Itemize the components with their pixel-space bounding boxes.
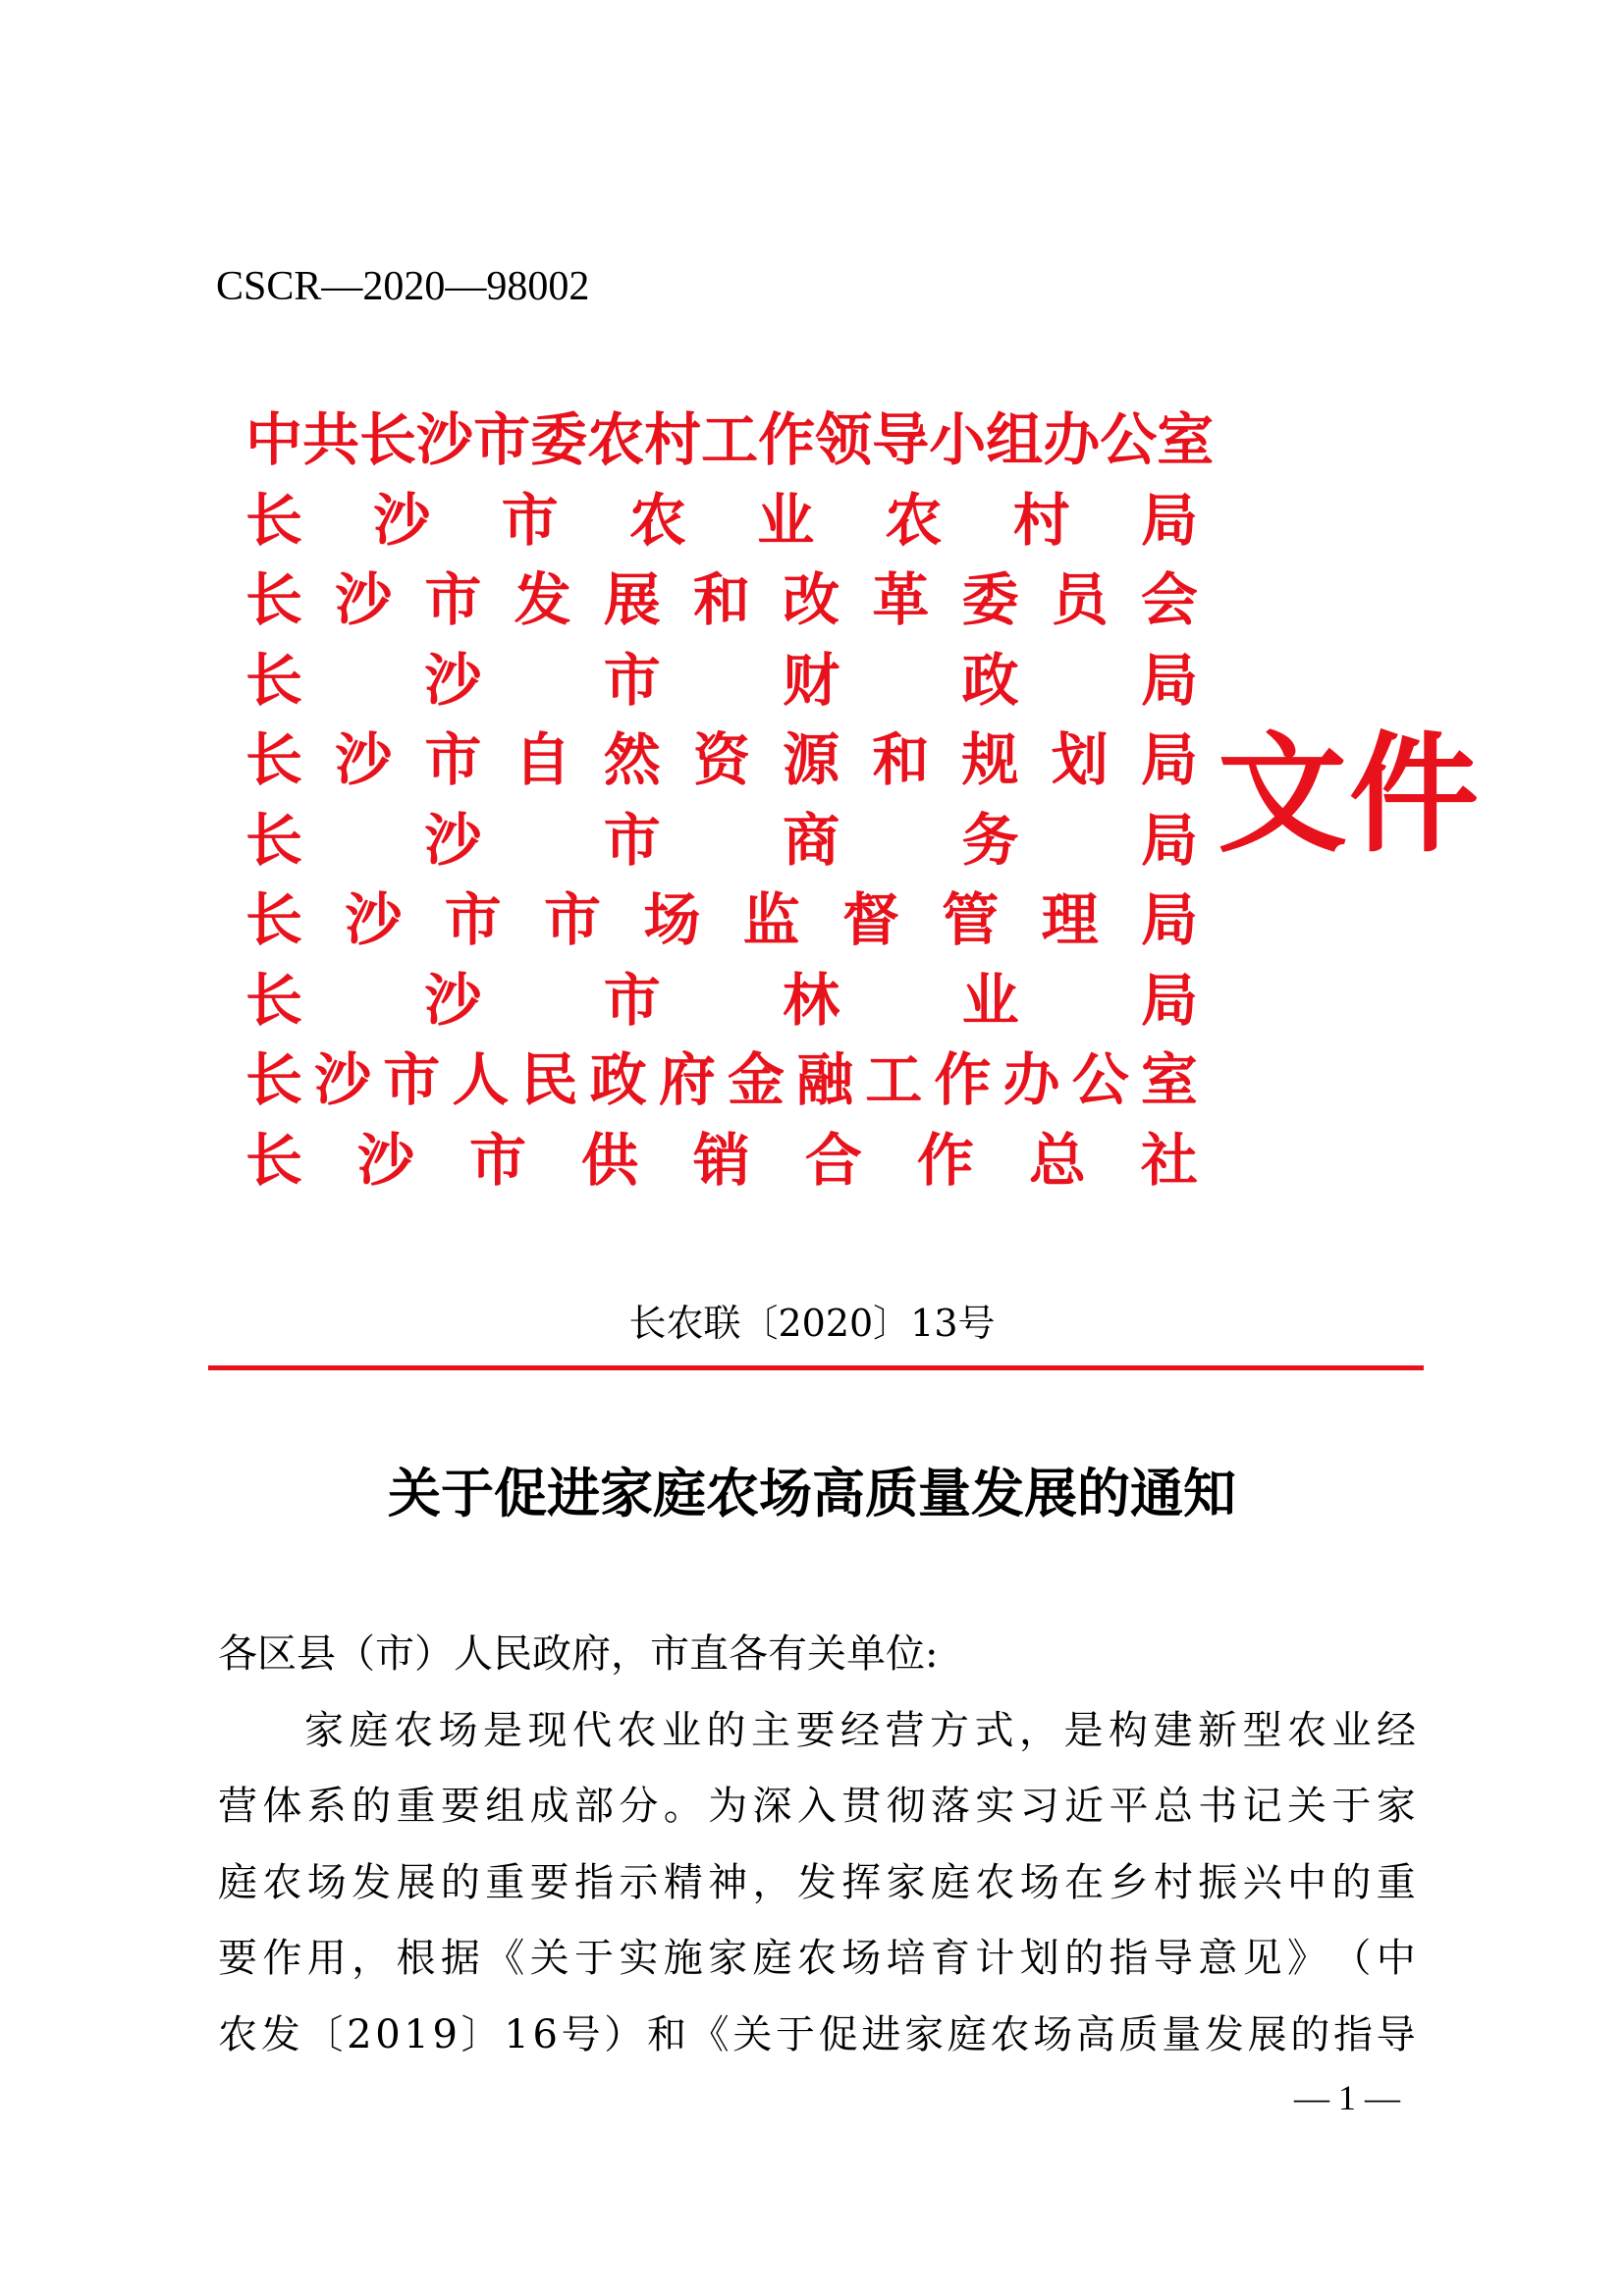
issuer-char: 革 bbox=[872, 566, 930, 633]
body-char: 书 bbox=[1198, 1784, 1238, 1829]
issuer-char: 业 bbox=[757, 486, 815, 554]
issuer-char: 办 bbox=[1043, 406, 1101, 473]
body-char: 挥 bbox=[841, 1859, 882, 1905]
body-char: 农 bbox=[1287, 1707, 1326, 1753]
issuer-row bbox=[245, 801, 1198, 881]
body-char: 方 bbox=[930, 1707, 969, 1753]
body-line bbox=[218, 1845, 1416, 1922]
issuer-char: 市 bbox=[501, 486, 559, 554]
body-char: 的 bbox=[1290, 2011, 1330, 2057]
body-char: 村 bbox=[1153, 1859, 1193, 1905]
issuer-row bbox=[245, 1121, 1198, 1201]
issuer-char: 委 bbox=[530, 406, 588, 473]
body-char: 习 bbox=[1019, 1784, 1059, 1829]
body-char: 落 bbox=[931, 1784, 970, 1829]
issuer-char: 林 bbox=[783, 966, 840, 1034]
issuer-char: 民 bbox=[520, 1046, 578, 1113]
body-char: 平 bbox=[1109, 1784, 1149, 1829]
body-char: 业 bbox=[1331, 1707, 1372, 1753]
body-char: 作 bbox=[262, 1936, 302, 1981]
issuer-char: 组 bbox=[986, 406, 1044, 473]
body-char: 式 bbox=[974, 1707, 1014, 1753]
issuer-char: 务 bbox=[961, 806, 1019, 874]
body-char: 指 bbox=[1109, 1936, 1149, 1981]
body-char: 展 bbox=[1247, 2011, 1287, 2057]
body-char: 彻 bbox=[886, 1784, 926, 1829]
body-char: 根 bbox=[396, 1936, 436, 1981]
body-char: 实 bbox=[619, 1936, 659, 1981]
body-char: 意 bbox=[1198, 1936, 1238, 1981]
document-code: CSCR—2020—98002 bbox=[216, 264, 590, 309]
body-char: 主 bbox=[751, 1707, 790, 1753]
issuer-char: 督 bbox=[841, 886, 899, 953]
body-char: 关 bbox=[1287, 1784, 1326, 1829]
issuer-char: 共 bbox=[302, 406, 360, 473]
issuer-char: 市 bbox=[473, 406, 531, 473]
body-char: 指 bbox=[574, 1859, 614, 1905]
body-char: ， bbox=[1019, 1707, 1058, 1753]
body-char: 重 bbox=[396, 1784, 436, 1829]
issuer-char: 沙 bbox=[335, 726, 393, 793]
body-char: 质 bbox=[1118, 2011, 1159, 2057]
issuer-char: 长 bbox=[245, 486, 303, 554]
issuer-char: 沙 bbox=[335, 566, 393, 633]
issuer-char: 长 bbox=[359, 406, 417, 473]
body-char: 农 bbox=[218, 2011, 257, 2057]
issuer-char: 长 bbox=[245, 726, 303, 793]
issuer-char: 理 bbox=[1041, 886, 1099, 953]
body-char: 是 bbox=[1063, 1707, 1104, 1753]
body-char: 号 bbox=[561, 2011, 601, 2057]
issuer-char: 金 bbox=[727, 1046, 785, 1113]
body-char: 乡 bbox=[1109, 1859, 1149, 1905]
issuer-char: 府 bbox=[658, 1046, 716, 1113]
issuer-char: 市 bbox=[468, 1126, 526, 1194]
body-char: 施 bbox=[663, 1936, 703, 1981]
body-char: 成 bbox=[529, 1784, 569, 1829]
body-line bbox=[218, 1693, 1416, 1770]
body-char: 贯 bbox=[841, 1784, 882, 1829]
body-char: 代 bbox=[572, 1707, 612, 1753]
issuer-row bbox=[245, 961, 1198, 1041]
issuer-char: 沙 bbox=[314, 1046, 372, 1113]
body-line bbox=[218, 1998, 1416, 2074]
body-char: 农 bbox=[796, 1936, 837, 1981]
body-char: 于 bbox=[1331, 1784, 1372, 1829]
red-divider-line bbox=[208, 1365, 1424, 1370]
issuer-char: 工 bbox=[865, 1046, 923, 1113]
issuer-char: 市 bbox=[543, 886, 601, 953]
page-number: — 1 — bbox=[1294, 2078, 1400, 2117]
issuer-char: 市 bbox=[603, 806, 661, 874]
issuer-char: 员 bbox=[1051, 566, 1109, 633]
body-char: 构 bbox=[1109, 1707, 1148, 1753]
issuer-char: 市 bbox=[424, 726, 482, 793]
body-char: 的 bbox=[1331, 1859, 1372, 1905]
body-char: ， bbox=[352, 1936, 392, 1981]
issuer-char: 沙 bbox=[356, 1126, 414, 1194]
salutation-line: 各区县（市）人民政府，市直各有关单位: bbox=[218, 1631, 939, 1677]
issuer-char: 长 bbox=[245, 1046, 303, 1113]
body-char: 农 bbox=[617, 1707, 657, 1753]
issuer-char: 场 bbox=[643, 886, 701, 953]
body-char: 2 bbox=[347, 2011, 372, 2057]
issuer-char: 自 bbox=[514, 726, 571, 793]
body-char: 的 bbox=[440, 1859, 480, 1905]
issuer-char: 长 bbox=[245, 806, 303, 874]
issuer-char: 市 bbox=[603, 646, 661, 714]
body-char: ） bbox=[604, 2011, 644, 2057]
issuer-char: 社 bbox=[1140, 1126, 1198, 1194]
document-number: 长农联〔2020〕13号 bbox=[628, 1302, 996, 1345]
body-char: 庭 bbox=[349, 1707, 389, 1753]
body-char: 现 bbox=[527, 1707, 568, 1753]
issuer-char: 监 bbox=[742, 886, 800, 953]
issuer-char: 管 bbox=[942, 886, 1000, 953]
issuer-char: 长 bbox=[245, 1126, 303, 1194]
issuer-char: 小 bbox=[929, 406, 987, 473]
body-char: 农 bbox=[262, 1859, 302, 1905]
issuer-row bbox=[245, 721, 1198, 801]
issuing-agencies-block bbox=[245, 400, 1215, 1201]
body-char: 场 bbox=[1019, 1859, 1059, 1905]
issuer-char: 政 bbox=[589, 1046, 647, 1113]
body-char: 计 bbox=[975, 1936, 1015, 1981]
issuer-char: 村 bbox=[644, 406, 702, 473]
body-char: 经 bbox=[840, 1707, 880, 1753]
body-char: 家 bbox=[304, 1707, 344, 1753]
body-line bbox=[218, 1769, 1416, 1845]
body-char: 促 bbox=[818, 2011, 858, 2057]
issuer-row bbox=[245, 481, 1198, 561]
issuer-char: 和 bbox=[872, 726, 930, 793]
body-char: 》 bbox=[1287, 1936, 1326, 1981]
body-char: 育 bbox=[931, 1936, 970, 1981]
issuer-char: 市 bbox=[424, 566, 482, 633]
body-char: 家 bbox=[886, 1859, 926, 1905]
issuer-char: 公 bbox=[1071, 1046, 1129, 1113]
body-char: 《 bbox=[485, 1936, 525, 1981]
body-char: 9 bbox=[432, 2011, 458, 2057]
body-char: 1 bbox=[504, 2011, 529, 2057]
body-char: 庭 bbox=[218, 1859, 257, 1905]
issuer-row bbox=[245, 1041, 1198, 1121]
body-char: 精 bbox=[663, 1859, 703, 1905]
body-char: 家 bbox=[904, 2011, 945, 2057]
body-char: 场 bbox=[306, 1859, 347, 1905]
body-char: 中 bbox=[1287, 1859, 1326, 1905]
body-char: 发 bbox=[1204, 2011, 1244, 2057]
body-char: 建 bbox=[1153, 1707, 1193, 1753]
issuer-char: 市 bbox=[383, 1046, 441, 1113]
body-char: 关 bbox=[732, 2011, 773, 2057]
body-char: 的 bbox=[1064, 1936, 1105, 1981]
body-line bbox=[218, 1921, 1416, 1998]
issuer-char: 局 bbox=[1140, 726, 1198, 793]
issuer-row bbox=[245, 400, 1215, 481]
issuer-char: 长 bbox=[245, 966, 303, 1034]
issuer-char: 农 bbox=[587, 406, 645, 473]
issuer-char: 农 bbox=[628, 486, 686, 554]
file-label: 文件 bbox=[1218, 719, 1481, 871]
body-char: 的 bbox=[352, 1784, 392, 1829]
issuer-char: 办 bbox=[1002, 1046, 1060, 1113]
issuer-char: 总 bbox=[1028, 1126, 1086, 1194]
issuer-char: 村 bbox=[1012, 486, 1070, 554]
issuer-char: 作 bbox=[916, 1126, 974, 1194]
issuer-char: 源 bbox=[783, 726, 840, 793]
body-char: 要 bbox=[218, 1936, 257, 1981]
issuer-char: 沙 bbox=[424, 646, 482, 714]
body-char: 〕 bbox=[460, 2011, 501, 2057]
body-char: 和 bbox=[646, 2011, 686, 2057]
body-char: ， bbox=[752, 1859, 792, 1905]
body-char: 《 bbox=[689, 2011, 730, 2057]
body-char: 中 bbox=[1376, 1936, 1416, 1981]
body-char: 庭 bbox=[931, 1859, 970, 1905]
issuer-char: 局 bbox=[1140, 806, 1198, 874]
body-char: 实 bbox=[975, 1784, 1015, 1829]
body-char: 部 bbox=[574, 1784, 614, 1829]
body-char: 业 bbox=[662, 1707, 701, 1753]
body-char: 体 bbox=[262, 1784, 302, 1829]
body-char: 农 bbox=[990, 2011, 1030, 2057]
body-char: 据 bbox=[440, 1936, 480, 1981]
body-char: 划 bbox=[1019, 1936, 1059, 1981]
body-char: 指 bbox=[1332, 2011, 1373, 2057]
issuer-char: 人 bbox=[452, 1046, 510, 1113]
issuer-char: 会 bbox=[1140, 566, 1198, 633]
body-char: 培 bbox=[886, 1936, 926, 1981]
body-char: 分 bbox=[619, 1784, 659, 1829]
body-char: 为 bbox=[708, 1784, 748, 1829]
issuer-row bbox=[245, 641, 1198, 721]
issuer-char: 发 bbox=[514, 566, 571, 633]
body-char: 营 bbox=[218, 1784, 257, 1829]
body-char: 总 bbox=[1153, 1784, 1193, 1829]
body-char: 神 bbox=[708, 1859, 748, 1905]
issuer-char: 局 bbox=[1140, 886, 1198, 953]
body-char: 示 bbox=[619, 1859, 659, 1905]
body-char: 发 bbox=[796, 1859, 837, 1905]
body-char: 是 bbox=[483, 1707, 522, 1753]
body-char: 营 bbox=[885, 1707, 925, 1753]
body-char: 近 bbox=[1064, 1784, 1105, 1829]
body-char: 。 bbox=[663, 1784, 703, 1829]
body-char: 用 bbox=[306, 1936, 347, 1981]
body-char: 要 bbox=[529, 1859, 569, 1905]
body-char: 高 bbox=[1075, 2011, 1115, 2057]
body-char: 庭 bbox=[752, 1936, 792, 1981]
body-char: 经 bbox=[1377, 1707, 1416, 1753]
body-char: 场 bbox=[438, 1707, 478, 1753]
body-char: 6 bbox=[532, 2011, 558, 2057]
body-char: 家 bbox=[708, 1936, 748, 1981]
body-char: 进 bbox=[861, 2011, 901, 2057]
body-char: 庭 bbox=[947, 2011, 987, 2057]
issuer-char: 局 bbox=[1140, 486, 1198, 554]
issuer-char: 融 bbox=[796, 1046, 854, 1113]
body-char: 0 bbox=[375, 2011, 401, 2057]
issuer-char: 农 bbox=[885, 486, 943, 554]
body-char: 导 bbox=[1153, 1936, 1193, 1981]
issuer-char: 沙 bbox=[373, 486, 431, 554]
issuer-char: 市 bbox=[603, 966, 661, 1034]
issuer-row bbox=[245, 881, 1198, 961]
body-char: 于 bbox=[776, 2011, 816, 2057]
issuer-char: 工 bbox=[701, 406, 759, 473]
body-char: 〔 bbox=[303, 2011, 344, 2057]
body-char: 展 bbox=[396, 1859, 436, 1905]
issuer-char: 划 bbox=[1051, 726, 1109, 793]
issuer-char: 供 bbox=[580, 1126, 638, 1194]
body-char: 要 bbox=[795, 1707, 836, 1753]
body-char: 场 bbox=[841, 1936, 882, 1981]
body-char: 记 bbox=[1242, 1784, 1282, 1829]
issuer-row bbox=[245, 561, 1198, 641]
document-title: 关于促进家庭农场高质量发展的通知 bbox=[388, 1462, 1236, 1524]
issuer-char: 作 bbox=[758, 406, 816, 473]
issuer-char: 销 bbox=[692, 1126, 750, 1194]
issuer-char: 作 bbox=[934, 1046, 992, 1113]
issuer-char: 沙 bbox=[345, 886, 403, 953]
issuer-char: 沙 bbox=[424, 966, 482, 1034]
body-char: 的 bbox=[706, 1707, 746, 1753]
body-text bbox=[218, 1617, 1416, 2073]
body-char: 场 bbox=[1033, 2011, 1073, 2057]
body-char: 重 bbox=[1376, 1859, 1416, 1905]
body-char: 组 bbox=[485, 1784, 525, 1829]
body-char: 导 bbox=[1376, 2011, 1416, 2057]
issuer-char: 导 bbox=[872, 406, 930, 473]
body-char: 于 bbox=[574, 1936, 614, 1981]
issuer-char: 合 bbox=[804, 1126, 862, 1194]
issuer-char: 规 bbox=[961, 726, 1019, 793]
issuer-char: 沙 bbox=[424, 806, 482, 874]
body-char: 发 bbox=[260, 2011, 300, 2057]
body-char: （ bbox=[1331, 1936, 1372, 1981]
issuer-char: 委 bbox=[961, 566, 1019, 633]
issuer-char: 局 bbox=[1140, 966, 1198, 1034]
body-char: 振 bbox=[1198, 1859, 1238, 1905]
issuer-char: 市 bbox=[444, 886, 502, 953]
body-char: 入 bbox=[796, 1784, 837, 1829]
issuer-char: 室 bbox=[1157, 406, 1215, 473]
body-char: 发 bbox=[352, 1859, 392, 1905]
issuer-char: 中 bbox=[245, 406, 303, 473]
issuer-char: 长 bbox=[245, 646, 303, 714]
body-char: 农 bbox=[394, 1707, 433, 1753]
issuer-char: 改 bbox=[783, 566, 840, 633]
body-char: 深 bbox=[752, 1784, 792, 1829]
issuer-char: 商 bbox=[783, 806, 840, 874]
issuer-char: 和 bbox=[692, 566, 750, 633]
issuer-char: 财 bbox=[783, 646, 840, 714]
issuer-char: 领 bbox=[815, 406, 873, 473]
issuer-char: 局 bbox=[1140, 646, 1198, 714]
issuer-char: 政 bbox=[961, 646, 1019, 714]
issuer-char: 室 bbox=[1140, 1046, 1198, 1113]
body-char: 新 bbox=[1198, 1707, 1237, 1753]
body-char: 在 bbox=[1064, 1859, 1105, 1905]
body-char: 见 bbox=[1242, 1936, 1282, 1981]
issuer-char: 资 bbox=[692, 726, 750, 793]
body-char: 量 bbox=[1162, 2011, 1202, 2057]
body-char: 重 bbox=[485, 1859, 525, 1905]
issuer-char: 展 bbox=[603, 566, 661, 633]
issuer-char: 业 bbox=[961, 966, 1019, 1034]
body-char: 型 bbox=[1242, 1707, 1282, 1753]
issuer-char: 公 bbox=[1100, 406, 1158, 473]
body-char: 家 bbox=[1376, 1784, 1416, 1829]
body-char: 要 bbox=[440, 1784, 480, 1829]
issuer-char: 长 bbox=[245, 566, 303, 633]
issuer-char: 长 bbox=[245, 886, 303, 953]
body-char: 关 bbox=[529, 1936, 569, 1981]
issuer-char: 沙 bbox=[416, 406, 474, 473]
body-char: 农 bbox=[975, 1859, 1015, 1905]
body-char: 系 bbox=[306, 1784, 347, 1829]
body-char: 1 bbox=[404, 2011, 429, 2057]
issuer-char: 然 bbox=[603, 726, 661, 793]
body-char: 兴 bbox=[1242, 1859, 1282, 1905]
